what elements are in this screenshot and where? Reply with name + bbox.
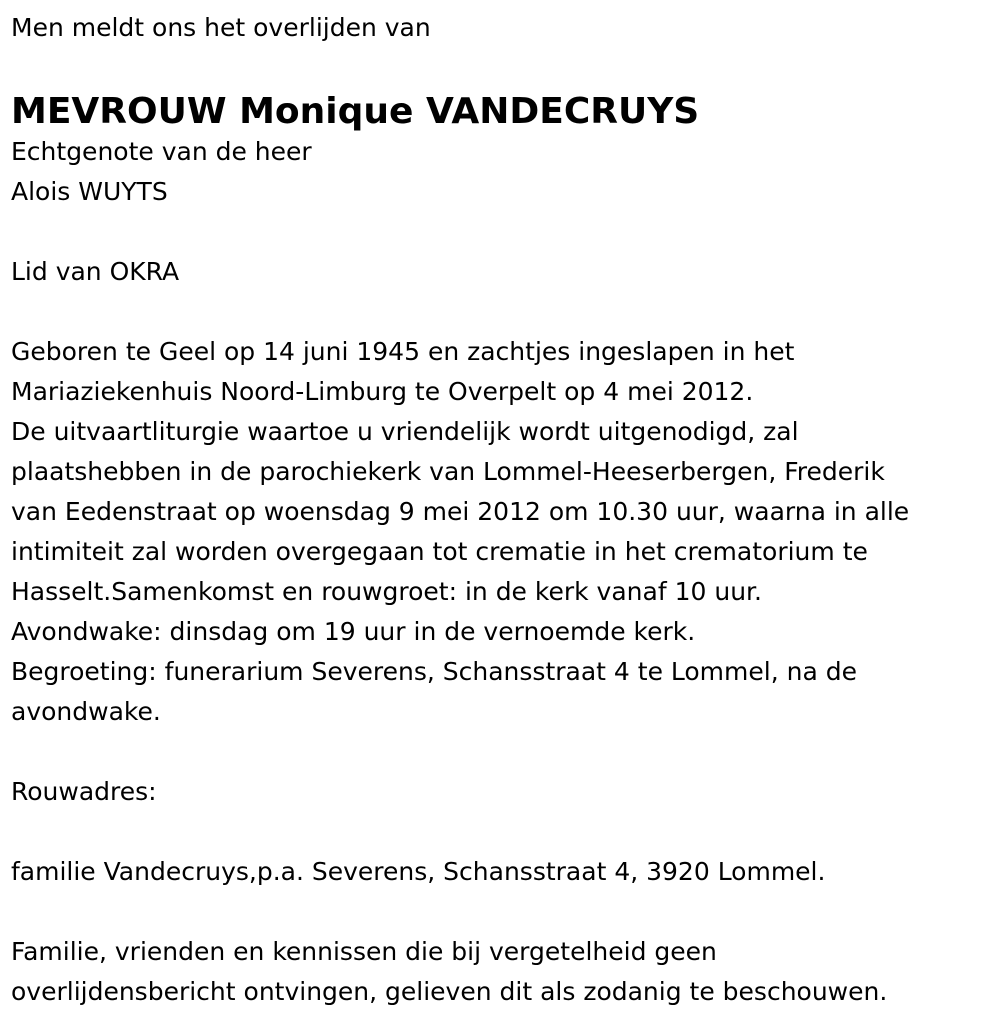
details-line: Mariaziekenhuis Noord-Limburg te Overpelt op 4 mei 2012. [11, 377, 754, 406]
details-line: Avondwake: dinsdag om 19 uur in de vernoemde kerk. [11, 617, 696, 646]
spacer [11, 292, 1000, 332]
details-line: Hasselt.Samenkomst en rouwgroet: in de kerk vanaf 10 uur. [11, 577, 762, 606]
details-line: intimiteit zal worden overgegaan tot crematie in het crematorium te [11, 537, 868, 566]
closing-line: overlijdensbericht ontvingen, gelieven dit als zodanig te beschouwen. [11, 977, 888, 1006]
intro-text: Men meldt ons het overlijden van [11, 13, 431, 42]
spouse-line-2: Alois WUYTS [11, 177, 168, 206]
membership-text: Lid van OKRA [11, 257, 180, 286]
deceased-name: MEVROUW Monique VANDECRUYS [11, 91, 700, 132]
details-line: van Eedenstraat op woensdag 9 mei 2012 om 10.30 uur, waarna in alle [11, 497, 910, 526]
details-line: plaatshebben in de parochiekerk van Lommel-Heeserbergen, Frederik [11, 457, 885, 486]
closing-line: Familie, vrienden en kennissen die bij vergetelheid geen [11, 937, 717, 966]
details-line: Geboren te Geel op 14 juni 1945 en zachtjes ingeslapen in het [11, 337, 795, 366]
details-line: De uitvaartliturgie waartoe u vriendelijk wordt uitgenodigd, zal [11, 417, 799, 446]
spacer [11, 892, 1000, 932]
closing-paragraph [11, 932, 1000, 1012]
details-line: Begroeting: funerarium Severens, Schansstraat 4 te Lommel, na de [11, 657, 857, 686]
details-line: avondwake. [11, 697, 161, 726]
spacer [11, 212, 1000, 252]
spacer [11, 48, 1000, 88]
mourning-address: familie Vandecruys,p.a. Severens, Schansstraat 4, 3920 Lommel. [11, 857, 826, 886]
address-label: Rouwadres: [11, 777, 157, 806]
spacer [11, 812, 1000, 852]
spouse-line-1: Echtgenote van de heer [11, 137, 312, 166]
spacer [11, 732, 1000, 772]
details-paragraph [11, 332, 1000, 732]
